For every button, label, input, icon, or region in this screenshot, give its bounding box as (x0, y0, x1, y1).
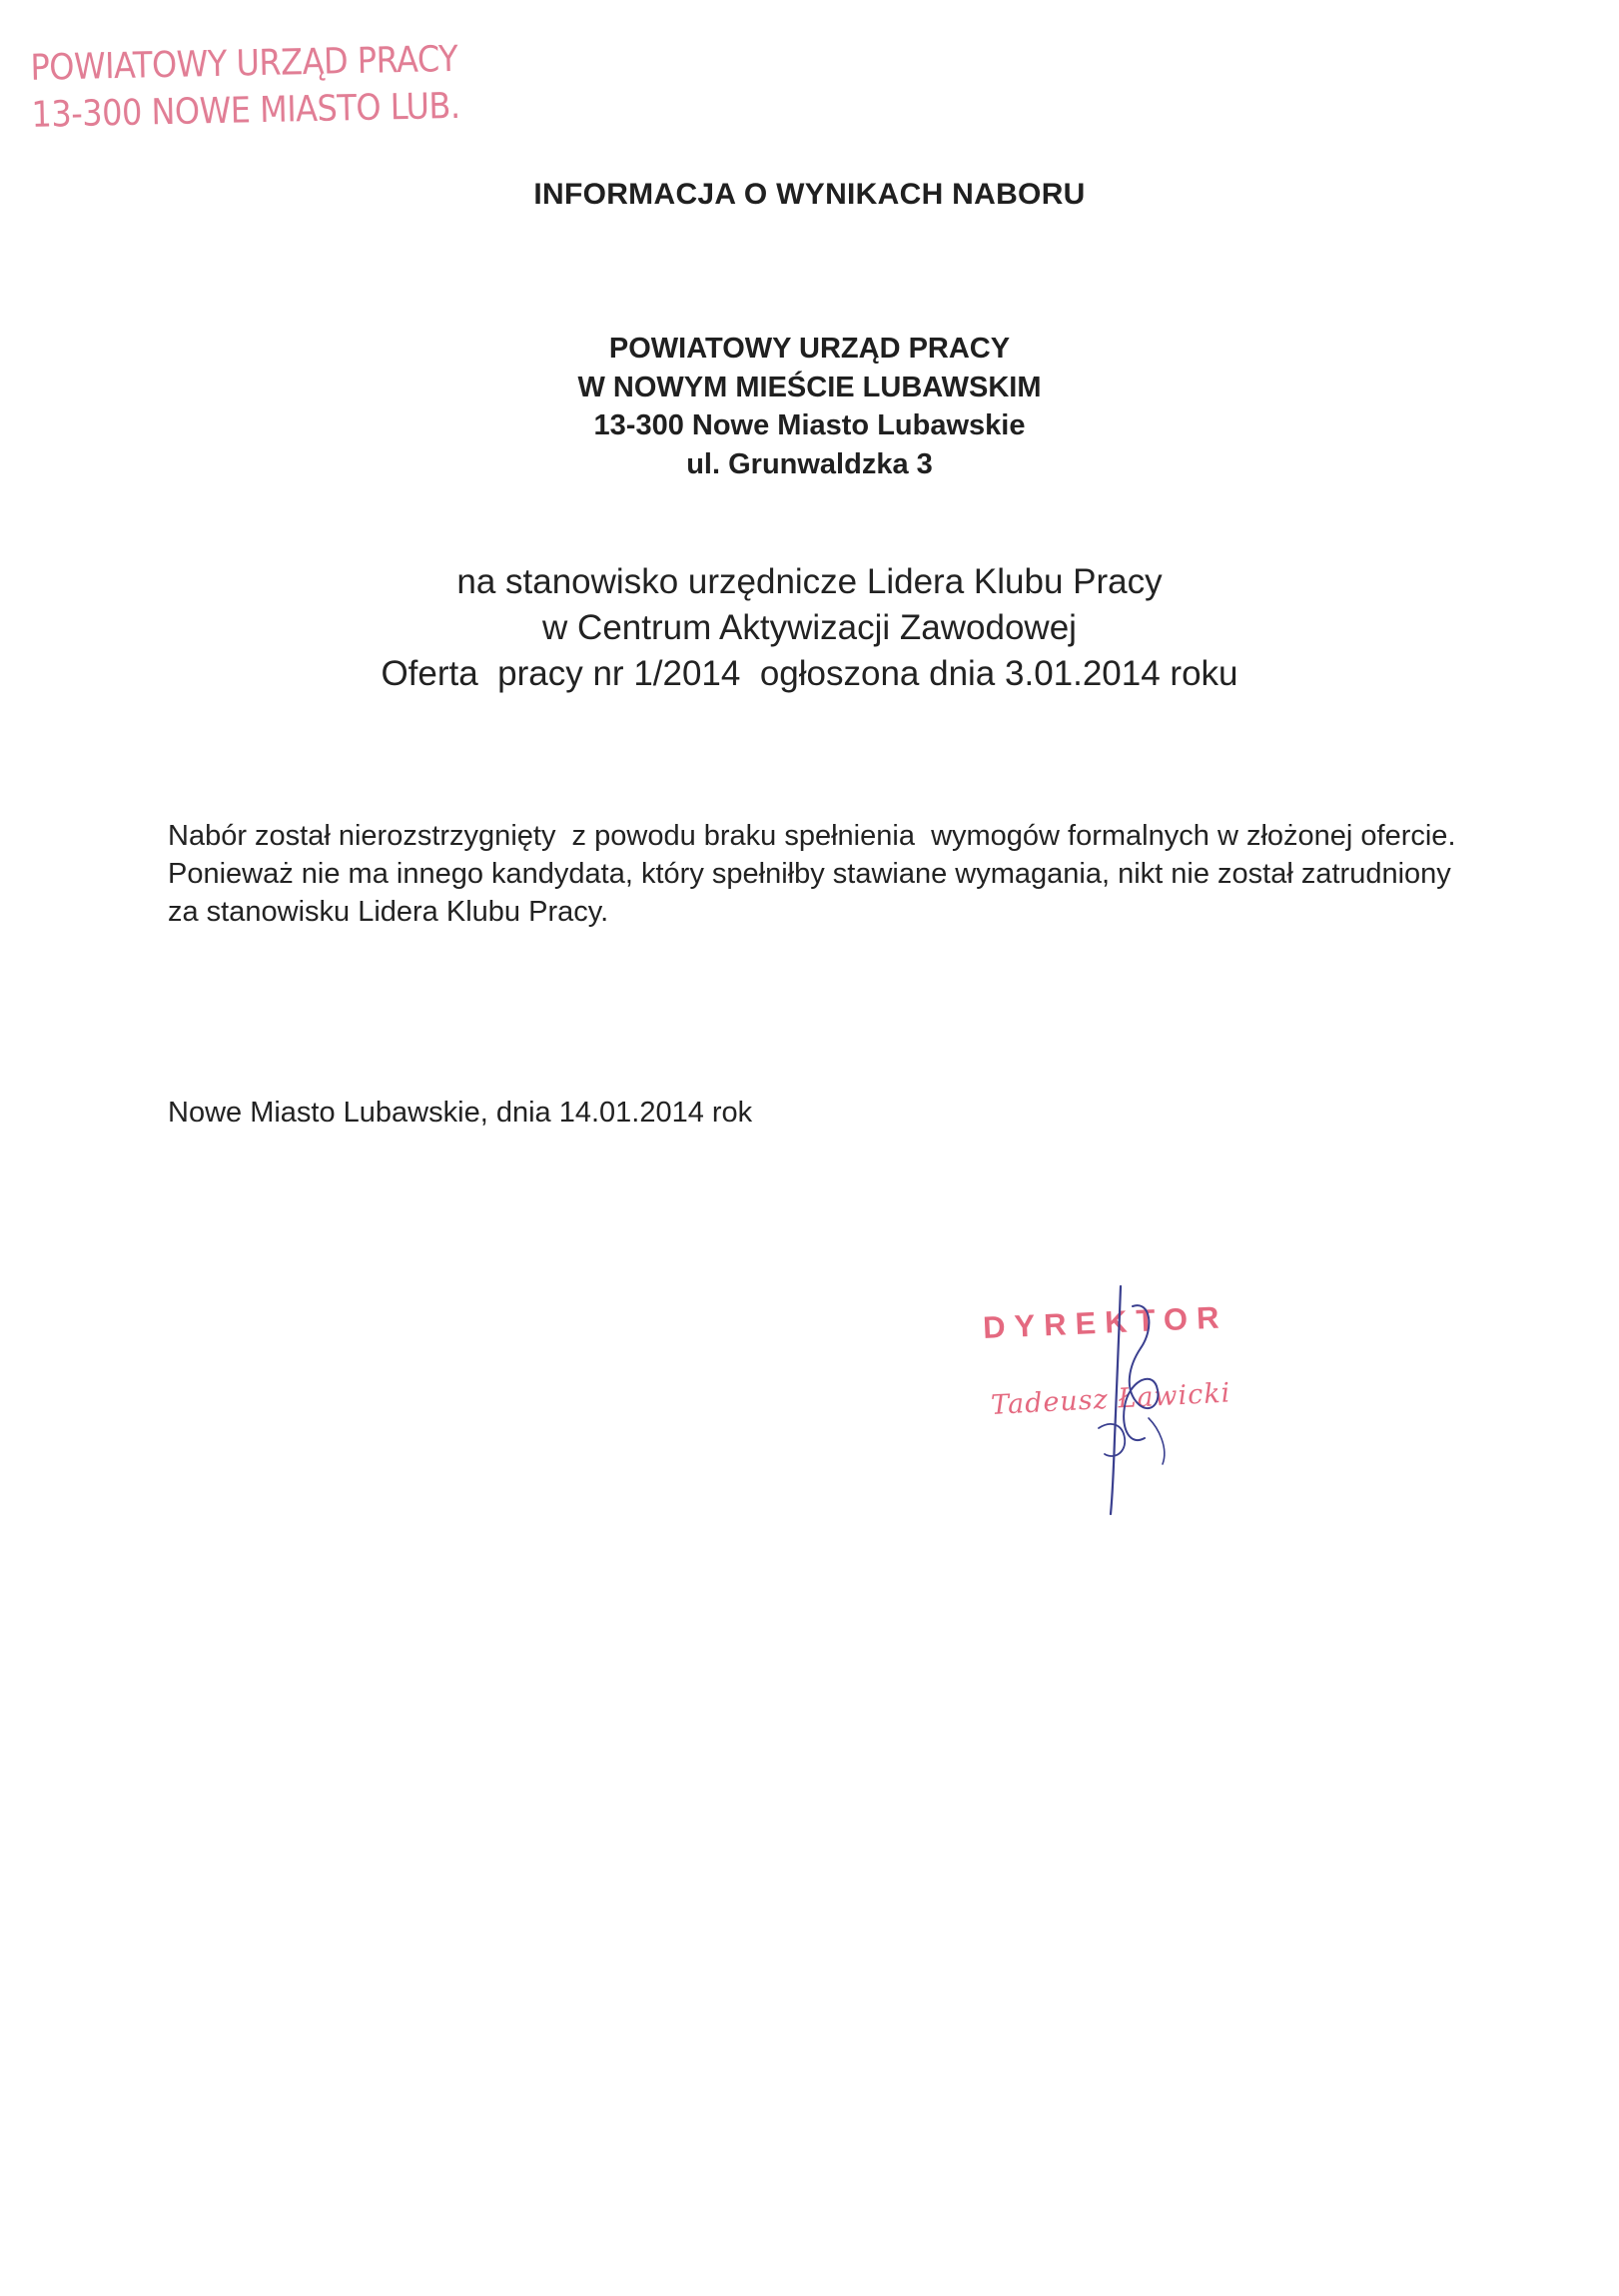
position-line1: na stanowisko urzędnicze Lidera Klubu Pracy (456, 562, 1163, 601)
document-title: INFORMACJA O WYNIKACH NABORU (533, 178, 1086, 211)
office-stamp-line1: POWIATOWY URZĄD PRACY (30, 37, 458, 89)
institution-block (0, 330, 1619, 483)
office-stamp (30, 35, 460, 138)
handwritten-signature (1059, 1278, 1199, 1518)
position-line2: w Centrum Aktywizacji Zawodowej (542, 608, 1077, 647)
institution-street: ul. Grunwaldzka 3 (686, 447, 933, 480)
office-stamp-line2: 13-300 NOWE MIASTO LUB. (31, 84, 460, 136)
place-and-date: Nowe Miasto Lubawskie, dnia 14.01.2014 rok (168, 1097, 753, 1129)
institution-name-line1: POWIATOWY URZĄD PRACY (608, 333, 1011, 365)
institution-postal-city: 13-300 Nowe Miasto Lubawskie (593, 409, 1026, 441)
institution-name-line2: W NOWYM MIEŚCIE LUBAWSKIM (577, 371, 1042, 403)
body-text (168, 817, 1466, 931)
position-line3: Oferta pracy nr 1/2014 ogłoszona dnia 3.01.2014 roku (381, 654, 1238, 693)
director-stamp-name: Tadeusz Ławicki (990, 1377, 1232, 1421)
body-paragraph-2: Ponieważ nie ma innego kandydata, który spełniłby stawiane wymagania, nikt nie został zatrudniony za stanowisku Lidera Klubu Pracy. (168, 858, 1459, 928)
position-block (0, 559, 1619, 697)
body-paragraph-1: Nabór został nierozstrzygnięty z powodu braku spełnienia wymogów formalnych w złożonej ofercie. (168, 820, 1456, 852)
director-stamp-title: DYREKTOR (982, 1299, 1229, 1346)
